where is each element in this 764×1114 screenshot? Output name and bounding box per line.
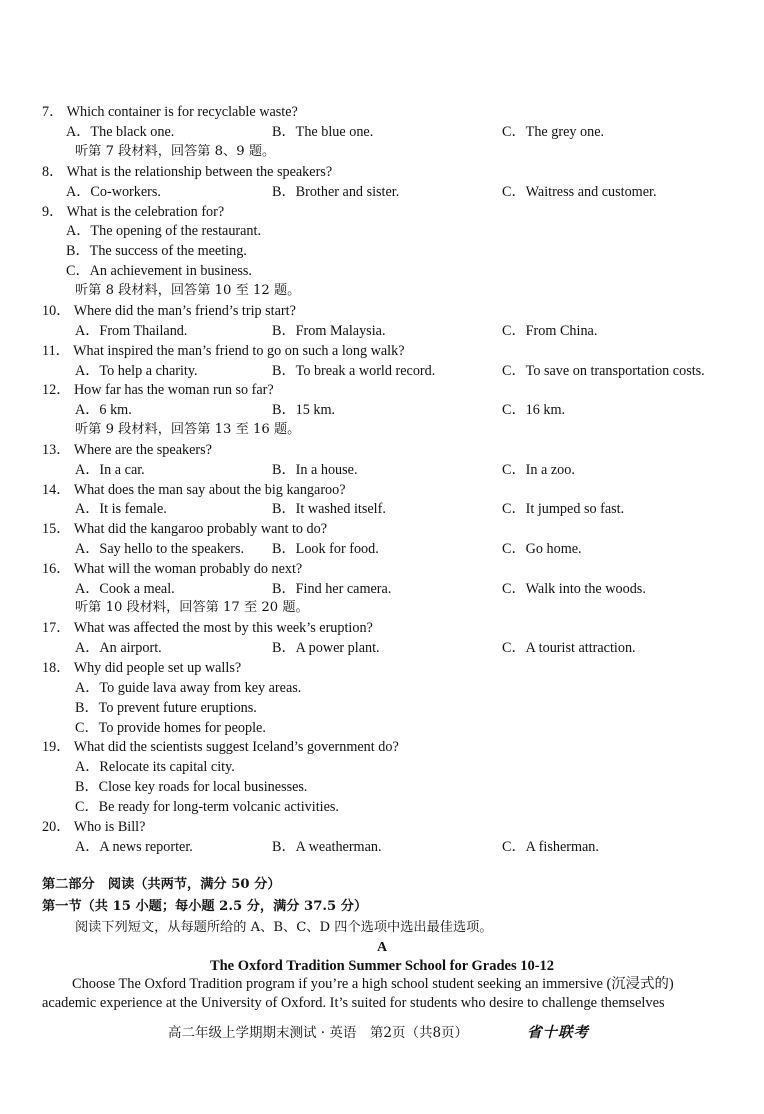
question-number: 16． (42, 561, 71, 577)
question-stem: What did the scientists suggest Iceland’s government do? (73, 739, 399, 755)
question-number: 14． (42, 482, 71, 498)
option-c: C．16 km. (502, 402, 566, 418)
question-stem: What inspired the man’s friend to go on such a long walk? (73, 343, 405, 359)
option-b: B．From Malaysia. (272, 323, 386, 339)
option-c: C．To provide homes for people. (75, 720, 266, 736)
question-8 (42, 163, 332, 181)
question-stem: What did the kangaroo probably want to do? (73, 521, 328, 537)
option-a: A．Relocate its capital city. (75, 759, 235, 775)
option-c: C．To save on transportation costs. (502, 363, 705, 379)
option-a: A．To guide lava away from key areas. (75, 680, 302, 696)
question-13 (42, 441, 212, 459)
passage-letter: A (376, 940, 388, 955)
question-15 (42, 520, 327, 538)
option-c: C．A fisherman. (502, 839, 599, 855)
option-a: A．Cook a meal. (75, 581, 175, 597)
option-c: C．From China. (502, 323, 598, 339)
question-number: 12． (42, 382, 71, 398)
question-number: 9． (42, 204, 64, 220)
section-heading: 第一节（共 15 小题；每小题 2.5 分，满分 37.5 分） (42, 899, 368, 914)
question-stem: Why did people set up walls? (73, 660, 242, 676)
option-a: A．6 km. (75, 402, 132, 418)
passage-line: Choose The Oxford Tradition program if you’re a high school student seeking an immersive (沉浸式的) (72, 976, 674, 992)
question-9 (42, 203, 224, 221)
question-18 (42, 659, 241, 677)
question-number: 10． (42, 303, 71, 319)
option-b: B．A weatherman. (272, 839, 382, 855)
option-a: A．A news reporter. (75, 839, 193, 855)
question-stem: Where did the man’s friend’s trip start? (73, 303, 296, 319)
question-stem: Who is Bill? (73, 819, 146, 835)
option-c: C．It jumped so fast. (502, 501, 625, 517)
page-footer: 高二年级上学期期末测试 · 英语 第2页（共8页） (168, 1025, 469, 1041)
question-number: 11． (42, 343, 70, 359)
option-c: C．Waitress and customer. (502, 184, 657, 200)
question-number: 17． (42, 620, 71, 636)
question-stem: How far has the woman run so far? (73, 382, 274, 398)
option-a: A．It is female. (75, 501, 167, 517)
brand-mark: 省十联考 (527, 1024, 589, 1041)
question-stem: Which container is for recyclable waste? (66, 104, 298, 120)
option-c: C．An achievement in business. (66, 263, 252, 279)
option-a: A．The black one. (66, 124, 175, 140)
listening-instruction: 听第 9 段材料，回答第 13 至 16 题。 (75, 422, 301, 437)
question-number: 7． (42, 104, 64, 120)
option-c: C．Be ready for long-term volcanic activities. (75, 799, 339, 815)
question-stem: What is the celebration for? (66, 204, 225, 220)
question-20 (42, 818, 145, 836)
option-b: B．15 km. (272, 402, 336, 418)
option-a: A．An airport. (75, 640, 162, 656)
option-b: B．To prevent future eruptions. (75, 700, 257, 716)
question-number: 8． (42, 164, 64, 180)
question-number: 15． (42, 521, 71, 537)
question-stem: Where are the speakers? (73, 442, 212, 458)
option-b: B．Brother and sister. (272, 184, 400, 200)
question-number: 19． (42, 739, 71, 755)
question-12 (42, 381, 274, 399)
option-a: A．Co-workers. (66, 184, 161, 200)
question-16 (42, 560, 302, 578)
option-a: A．From Thailand. (75, 323, 188, 339)
passage-title: The Oxford Tradition Summer School for Grades 10-12 (209, 958, 555, 974)
option-b: B．The blue one. (272, 124, 374, 140)
option-c: C．Go home. (502, 541, 582, 557)
option-a: A．Say hello to the speakers. (75, 541, 245, 557)
option-a: A．To help a charity. (75, 363, 198, 379)
question-7 (42, 103, 298, 121)
question-stem: What will the woman probably do next? (73, 561, 303, 577)
passage-line: academic experience at the University of Oxford. It’s suited for students who desire to challenge themselves (42, 995, 665, 1011)
question-14 (42, 481, 346, 499)
option-c: C．The grey one. (502, 124, 605, 140)
option-b: B．Look for food. (272, 541, 379, 557)
question-19 (42, 738, 399, 756)
reading-directions: 阅读下列短文，从每题所给的 A、B、C、D 四个选项中选出最佳选项。 (75, 920, 493, 935)
question-stem: What does the man say about the big kangaroo? (73, 482, 346, 498)
question-11 (42, 342, 405, 360)
question-number: 18． (42, 660, 71, 676)
part-heading: 第二部分 阅读（共两节，满分 50 分） (42, 877, 281, 892)
question-number: 20． (42, 819, 71, 835)
option-b: B．It washed itself. (272, 501, 386, 517)
question-17 (42, 619, 373, 637)
option-a: A．The opening of the restaurant. (66, 223, 262, 239)
listening-instruction: 听第 8 段材料，回答第 10 至 12 题。 (75, 283, 301, 298)
option-b: B．In a house. (272, 462, 358, 478)
option-b: B．Close key roads for local businesses. (75, 779, 308, 795)
option-c: C．A tourist attraction. (502, 640, 636, 656)
option-b: B．A power plant. (272, 640, 380, 656)
question-number: 13． (42, 442, 71, 458)
option-b: B．The success of the meeting. (66, 243, 247, 259)
option-b: B．To break a world record. (272, 363, 436, 379)
option-c: C．In a zoo. (502, 462, 575, 478)
option-c: C．Walk into the woods. (502, 581, 646, 597)
question-stem: What is the relationship between the speakers? (66, 164, 333, 180)
option-b: B．Find her camera. (272, 581, 392, 597)
option-a: A．In a car. (75, 462, 145, 478)
question-stem: What was affected the most by this week’s eruption? (73, 620, 373, 636)
question-10 (42, 302, 296, 320)
listening-instruction: 听第 7 段材料，回答第 8、9 题。 (75, 144, 276, 159)
listening-instruction: 听第 10 段材料，回答第 17 至 20 题。 (75, 600, 309, 615)
